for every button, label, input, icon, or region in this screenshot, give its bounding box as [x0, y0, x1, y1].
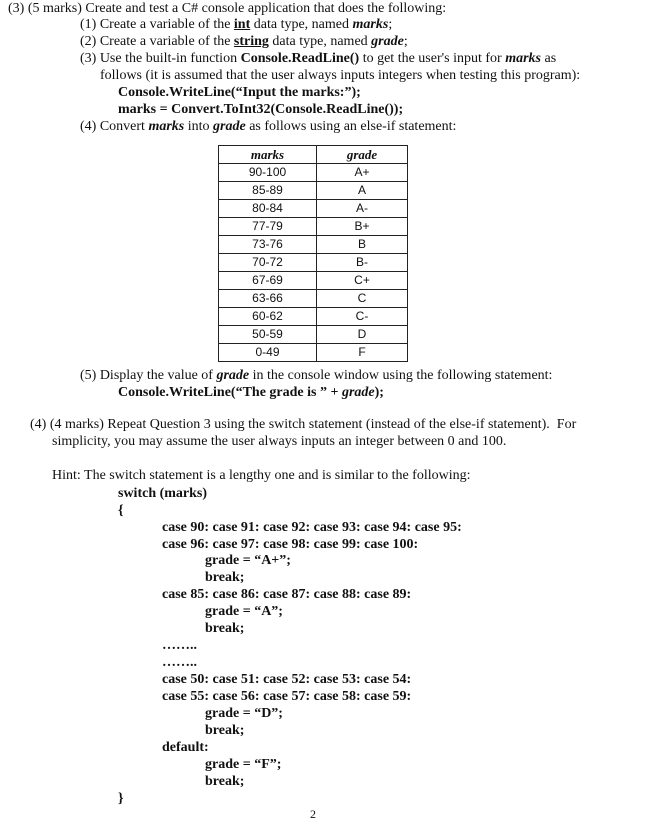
q4-line2: simplicity, you may assume the user always inputs an integer between 0 and 100. — [52, 434, 507, 449]
q3-item2-name: grade — [371, 34, 404, 49]
table-cell-marks: 73-76 — [219, 236, 317, 254]
code-line: case 50: case 51: case 52: case 53: case 54: — [162, 672, 412, 687]
code-line: } — [118, 791, 124, 806]
table-cell-marks: 85-89 — [219, 182, 317, 200]
table-cell-grade: B- — [317, 254, 408, 272]
table-cell-marks: 0-49 — [219, 344, 317, 362]
q3-item5-code-a: Console.WriteLine(“The grade is ” + — [118, 385, 342, 400]
q3-item2-suffix: ; — [403, 34, 408, 49]
table-row — [219, 290, 408, 308]
table-row — [219, 308, 408, 326]
q3-item4-var1: marks — [148, 119, 185, 134]
code-line: case 85: case 86: case 87: case 88: case 89: — [162, 587, 412, 602]
q3-item3-line2: follows (it is assumed that the user always inputs integers when testing this program): — [100, 68, 581, 83]
q3-item2-type: string — [233, 34, 269, 49]
q3-item1-type: int — [233, 17, 251, 32]
code-line: case 55: case 56: case 57: case 58: case 59: — [162, 689, 412, 704]
code-line: case 90: case 91: case 92: case 93: case 94: case 95: — [162, 520, 462, 535]
q3-item4-suffix: as follows using an else-if statement: — [245, 119, 457, 134]
grade-table-header-marks: marks — [219, 146, 317, 164]
q3-item3-var: marks — [505, 51, 541, 66]
q3-item3-b: to get the user's input for — [359, 51, 506, 66]
page-number: 2 — [310, 807, 316, 821]
code-line: switch (marks) — [118, 486, 208, 501]
table-row — [219, 218, 408, 236]
q3-header: (3) (5 marks) Create and test a C# console application that does the following: — [8, 1, 447, 16]
table-cell-marks: 67-69 — [219, 272, 317, 290]
grade-table-header-grade: grade — [317, 146, 408, 164]
q4-line1: (4) (4 marks) Repeat Question 3 using the switch statement (instead of the else-if statement). For — [30, 417, 577, 432]
q3-item1-suffix: ; — [388, 17, 393, 32]
table-cell-grade: B — [317, 236, 408, 254]
table-cell-grade: C- — [317, 308, 408, 326]
q3-item5-suffix: in the console window using the following statement: — [249, 368, 553, 383]
code-line: break; — [205, 723, 245, 738]
table-cell-grade: A+ — [317, 164, 408, 182]
table-cell-grade: A- — [317, 200, 408, 218]
table-cell-marks: 70-72 — [219, 254, 317, 272]
code-line: grade = “F”; — [205, 757, 282, 772]
code-line: case 96: case 97: case 98: case 99: case 100: — [162, 537, 419, 552]
q3-item3-code1: Console.WriteLine(“Input the marks:”); — [118, 85, 361, 100]
table-cell-marks: 90-100 — [219, 164, 317, 182]
code-line: grade = “A+”; — [205, 553, 291, 568]
q3-item3-line1 — [80, 50, 556, 67]
q3-item1-name: marks — [352, 17, 389, 32]
q3-item4-var2: grade — [213, 119, 246, 134]
code-line: break; — [205, 621, 245, 636]
grade-table — [218, 145, 408, 362]
q3-item3-code2: marks = Convert.ToInt32(Console.ReadLine()); — [118, 102, 404, 117]
q3-item5-prefix: (5) Display the value of — [80, 368, 217, 383]
table-row — [219, 200, 408, 218]
table-row — [219, 326, 408, 344]
table-row — [219, 182, 408, 200]
code-line: break; — [205, 774, 245, 789]
q3-item3-c: as — [541, 51, 557, 66]
q3-item3-a: (3) Use the built-in function — [80, 51, 241, 66]
table-cell-marks: 80-84 — [219, 200, 317, 218]
code-line: grade = “A”; — [205, 604, 283, 619]
q3-item4-prefix: (4) Convert — [80, 119, 149, 134]
table-cell-grade: D — [317, 326, 408, 344]
table-cell-marks: 63-66 — [219, 290, 317, 308]
table-row — [219, 254, 408, 272]
q3-item2-middle: data type, named — [268, 34, 372, 49]
q3-item1-prefix: (1) Create a variable of the — [80, 17, 234, 32]
table-row — [219, 272, 408, 290]
q3-item1-middle: data type, named — [250, 17, 353, 32]
q3-item5-code-var: grade — [341, 385, 375, 400]
code-line: break; — [205, 570, 245, 585]
table-cell-grade: F — [317, 344, 408, 362]
table-cell-marks: 77-79 — [219, 218, 317, 236]
table-cell-marks: 50-59 — [219, 326, 317, 344]
code-line: grade = “D”; — [205, 706, 283, 721]
q3-item1 — [80, 16, 392, 33]
q3-item4-middle: into — [184, 119, 214, 134]
q3-item5-var: grade — [216, 368, 250, 383]
q3-item5-code-b: ); — [374, 385, 384, 400]
code-line: { — [118, 503, 124, 518]
table-cell-marks: 60-62 — [219, 308, 317, 326]
table-cell-grade: C+ — [317, 272, 408, 290]
table-row — [219, 236, 408, 254]
code-line: …….. — [162, 638, 197, 653]
grade-table-header-row — [219, 146, 408, 164]
table-cell-grade: C — [317, 290, 408, 308]
table-row — [219, 344, 408, 362]
q3-item4 — [80, 118, 456, 135]
q3-item3-fn: Console.ReadLine() — [240, 51, 360, 66]
table-row — [219, 164, 408, 182]
q3-item5-code — [118, 384, 384, 401]
q3-item2 — [80, 33, 408, 50]
q3-item5 — [80, 367, 552, 384]
code-line: …….. — [162, 655, 197, 670]
table-cell-grade: B+ — [317, 218, 408, 236]
table-cell-grade: A — [317, 182, 408, 200]
q3-item2-prefix: (2) Create a variable of the — [80, 34, 234, 49]
q4-hint: Hint: The switch statement is a lengthy one and is similar to the following: — [52, 468, 471, 483]
code-line: default: — [162, 740, 209, 755]
